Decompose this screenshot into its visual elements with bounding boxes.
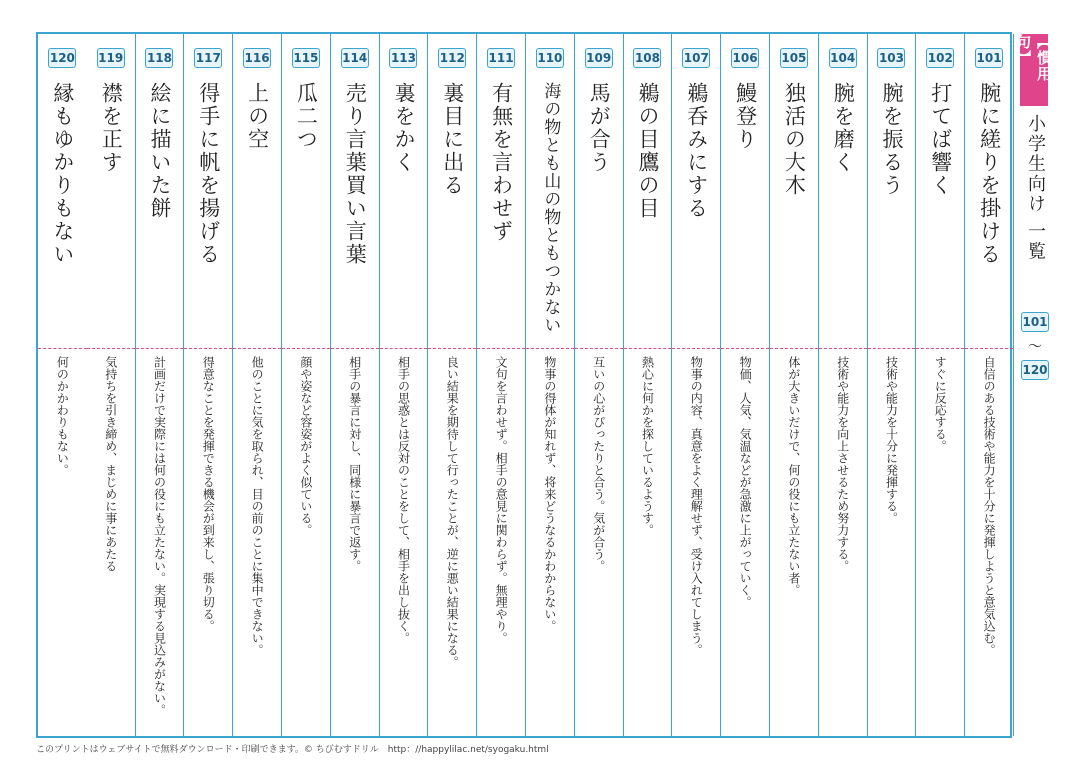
idiom-phrase: 鵜呑みにする [684,82,709,220]
dashed-divider [331,348,379,349]
idiom-number: 103 [877,48,905,68]
idiom-number: 106 [731,48,759,68]
idiom-phrase: 縁もゆかりもない [50,82,75,266]
idiom-column [624,34,673,736]
idiom-meaning: 技術や能力を十分に発揮する。 [884,356,899,524]
idiom-meaning: 何のかかわりもない。 [55,356,70,476]
idiom-column [38,34,87,736]
idiom-number: 114 [341,48,369,68]
dashed-divider [721,348,769,349]
idiom-meaning: 相手の思惑とは反対のことをして、相手を出し抜く。 [396,356,411,644]
idiom-column [575,34,624,736]
idiom-phrase: 襟を正す [99,82,124,174]
idiom-phrase: 腕に縒りを掛ける [977,82,1002,266]
dashed-divider [965,348,1013,349]
idiom-column [331,34,380,736]
idiom-meaning: 物事の内容、真意をよく理解せず、受け入れてしまう。 [689,356,704,656]
idiom-column [721,34,770,736]
dashed-divider [233,348,281,349]
idiom-phrase: 海の物とも山の物ともつかない [540,82,561,334]
idiom-number: 109 [585,48,613,68]
idiom-phrase: 上の空 [245,82,270,151]
idiom-grid [36,32,1012,738]
idiom-meaning: 熱心に何かを探しているようす。 [640,356,655,536]
idiom-column [136,34,185,736]
idiom-column [428,34,477,736]
idiom-meaning: 物価、人気、気温などが急激に上がっていく。 [738,356,753,608]
dashed-divider [38,348,87,349]
range-start-badge: 101 [1021,312,1049,332]
dashed-divider [624,348,672,349]
idiom-column [477,34,526,736]
idiom-number: 118 [145,48,173,68]
dashed-divider [136,348,184,349]
idiom-meaning: 物事の得体が知れず、将来どうなるかわからない。 [542,356,557,632]
idiom-column [819,34,868,736]
idiom-column [526,34,575,736]
idiom-number: 115 [292,48,320,68]
idiom-number: 120 [48,48,76,68]
dashed-divider [770,348,818,349]
dashed-divider [380,348,428,349]
title-column [1016,32,1056,392]
dashed-divider [428,348,476,349]
idiom-phrase: 絵に描いた餅 [147,82,172,220]
idiom-number: 111 [487,48,515,68]
idiom-column [965,34,1014,736]
idiom-phrase: 売り言葉買い言葉 [343,82,368,266]
idiom-number: 113 [389,48,417,68]
idiom-phrase: 得手に帆を揚げる [196,82,221,266]
idiom-meaning: 得意なことを発揮できる機会が到来し、張り切る。 [201,356,216,632]
category-badge: 【慣用句】 [1020,34,1048,106]
dashed-divider [575,348,623,349]
idiom-meaning: すぐに反応する。 [933,356,948,452]
range-end-badge: 120 [1021,360,1049,380]
footer-note: このプリントはウェブサイトで無料ダウンロード・印刷できます。© ちびむすドリル http：//happylilac.net/syogaku.html [36,745,549,755]
idiom-column [770,34,819,736]
page-subtitle: 小学生向け 一覧 [1025,114,1046,262]
idiom-phrase: 裏をかく [391,82,416,174]
idiom-meaning: 気持ちを引き締め、まじめに事にあたる [103,356,118,572]
idiom-column [233,34,282,736]
dashed-divider [87,348,135,349]
idiom-meaning: 計画だけで実際には何の役にも立たない。実現する見込みがない。 [152,356,167,716]
idiom-number: 117 [194,48,222,68]
idiom-meaning: 技術や能力を向上させるため努力する。 [835,356,850,572]
dashed-divider [282,348,330,349]
idiom-column [184,34,233,736]
idiom-meaning: 互いの心がぴったりと合う。気が合う。 [591,356,606,572]
idiom-number: 119 [97,48,125,68]
dashed-divider [868,348,916,349]
idiom-phrase: 打てば響く [928,82,953,197]
idiom-number: 105 [780,48,808,68]
idiom-number: 102 [926,48,954,68]
idiom-meaning: 顔や姿など容姿がよく似ている。 [298,356,313,536]
idiom-phrase: 瓜二つ [294,82,319,151]
idiom-number: 107 [682,48,710,68]
idiom-column [282,34,331,736]
idiom-column [87,34,136,736]
idiom-column [672,34,721,736]
dashed-divider [477,348,525,349]
idiom-number: 110 [536,48,564,68]
idiom-meaning: 相手の暴言に対し、同様に暴言で返す。 [347,356,362,572]
idiom-phrase: 鰻登り [733,82,758,151]
range-separator: ～ [1028,339,1042,355]
idiom-number: 116 [243,48,271,68]
idiom-meaning: 文句を言わせず。相手の意見に関わらず。無理やり。 [494,356,509,644]
idiom-meaning: 体が大きいだけで、何の役にも立たない者。 [786,356,801,596]
idiom-column [868,34,917,736]
idiom-column [916,34,965,736]
idiom-meaning: 良い結果を期待して行ったことが、逆に悪い結果になる。 [445,356,460,668]
dashed-divider [819,348,867,349]
idiom-phrase: 独活の大木 [782,82,807,197]
dashed-divider [916,348,964,349]
idiom-phrase: 腕を磨く [831,82,856,174]
idiom-phrase: 馬が合う [587,82,612,174]
idiom-number: 108 [633,48,661,68]
idiom-phrase: 有無を言わせず [489,82,514,243]
idiom-column [380,34,429,736]
idiom-phrase: 裏目に出る [440,82,465,197]
idiom-number: 112 [438,48,466,68]
idiom-phrase: 鵜の目鷹の目 [635,82,660,220]
idiom-number: 101 [975,48,1003,68]
idiom-meaning: 他のことに気を取られ、目の前のことに集中できない。 [250,356,265,656]
dashed-divider [184,348,232,349]
dashed-divider [526,348,574,349]
idiom-phrase: 腕を振るう [879,82,904,197]
idiom-meaning: 自信のある技術や能力を十分に発揮しようと意気込む。 [982,356,997,656]
idiom-number: 104 [829,48,857,68]
dashed-divider [672,348,720,349]
